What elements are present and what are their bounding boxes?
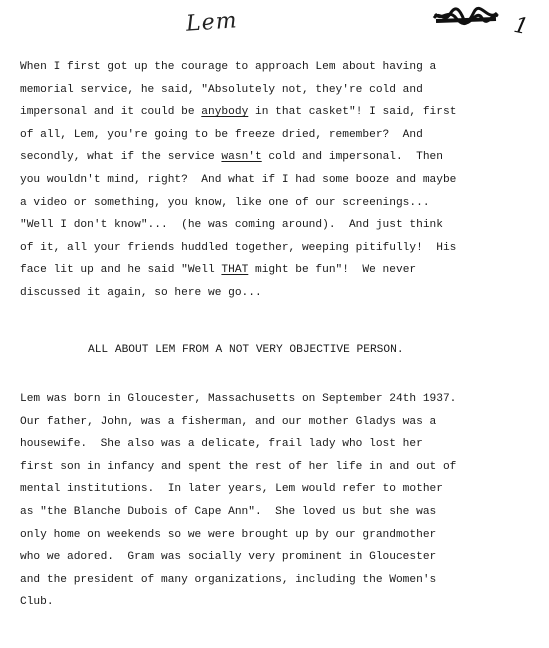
underlined-word: anybody: [201, 106, 249, 119]
text-line: housewife. She also was a delicate, frail lady who lost her: [20, 438, 423, 451]
text-line: face lit up and he said "Well THAT might be fun"! We never: [20, 264, 417, 277]
page-number: 1: [511, 12, 531, 41]
text-line: you wouldn't mind, right? And what if I had some booze and maybe: [20, 173, 457, 186]
text-line: and the president of many organizations, including the Women's: [20, 573, 437, 586]
scribbled-out-mark: [432, 6, 500, 28]
text-line: "Well I don't know"... (he was coming around). And just think: [20, 219, 443, 232]
handwritten-title: Lem: [185, 8, 239, 37]
text-line: memorial service, he said, "Absolutely not, they're cold and: [20, 83, 423, 96]
biography-paragraph: [20, 388, 545, 614]
text-line: as "the Blanche Dubois of Cape Ann". She loved us but she was: [20, 505, 437, 518]
underlined-word: wasn't: [221, 151, 262, 164]
text-line: who we adored. Gram was socially very prominent in Gloucester: [20, 551, 437, 564]
text-line: only home on weekends so we were brought up by our grandmother: [20, 528, 437, 541]
underlined-word: THAT: [221, 264, 249, 277]
text-line: Lem was born in Gloucester, Massachusetts on September 24th 1937.: [20, 393, 457, 405]
text-line: impersonal and it could be anybody in that casket"! I said, first: [20, 106, 457, 119]
text-line: of all, Lem, you're going to be freeze dried, remember? And: [20, 128, 423, 141]
text-line: discussed it again, so here we go...: [20, 286, 262, 299]
intro-paragraph: [20, 56, 545, 305]
section-heading: ALL ABOUT LEM FROM A NOT VERY OBJECTIVE PERSON.: [88, 344, 404, 356]
text-line: first son in infancy and spent the rest of her life in and out of: [20, 460, 457, 473]
text-line: secondly, what if the service wasn't cold and impersonal. Then: [20, 151, 443, 164]
text-line: mental institutions. In later years, Lem would refer to mother: [20, 483, 443, 496]
text-line: a video or something, you know, like one of our screenings...: [20, 196, 430, 209]
text-line: Club.: [20, 596, 54, 609]
text-line: of it, all your friends huddled together, weeping pitifully! His: [20, 241, 457, 254]
text-line: When I first got up the courage to approach Lem about having a: [20, 61, 437, 73]
text-line: Our father, John, was a fisherman, and our mother Gladys was a: [20, 415, 437, 428]
